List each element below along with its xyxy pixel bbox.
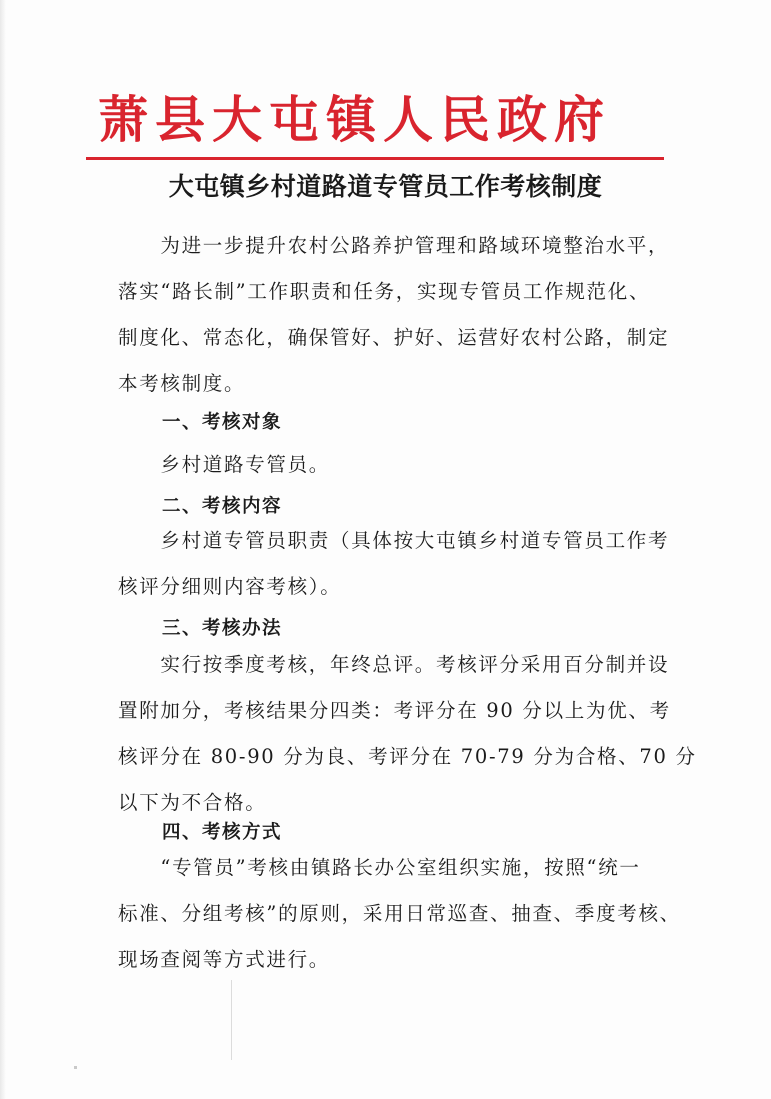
red-divider (86, 157, 664, 160)
scan-mark (231, 980, 232, 1060)
scan-speck (74, 1066, 77, 1069)
body-line: 核评分细则内容考核）。 (118, 575, 342, 598)
intro-line: 落实“路长制”工作职责和任务，实现专管员工作规范化、 (118, 280, 651, 303)
section-heading-4: 四、考核方式 (162, 822, 283, 843)
body-line: 核评分在 80-90 分为良、考评分在 70-79 分为合格、70 分 (118, 745, 697, 768)
letterhead: 萧县大屯镇人民政府 (98, 90, 611, 149)
intro-line: 为进一步提升农村公路养护管理和路域环境整治水平， (118, 234, 670, 257)
section-2-body (118, 518, 678, 610)
body-line: 置附加分，考核结果分四类：考评分在 90 分以上为优、考 (118, 699, 671, 722)
body-line: 以下为不合格。 (118, 791, 267, 814)
body-line: “专管员”考核由镇路长办公室组织实施，按照“统一 (118, 856, 641, 879)
document-title: 大屯镇乡村道路道专管员工作考核制度 (168, 172, 603, 201)
section-3-body (118, 642, 697, 826)
section-heading-2: 二、考核内容 (162, 496, 283, 517)
intro-line: 本考核制度。 (118, 372, 246, 395)
section-1-body (118, 442, 678, 488)
body-line: 现场查阅等方式进行。 (118, 948, 331, 971)
body-line: 实行按季度考核，年终总评。考核评分采用百分制并设 (118, 653, 670, 676)
body-line: 乡村道专管员职责（具体按大屯镇乡村道专管员工作考 (118, 529, 670, 552)
intro-paragraph (118, 223, 678, 407)
intro-line: 制度化、常态化，确保管好、护好、运营好农村公路，制定 (118, 326, 670, 349)
section-heading-1: 一、考核对象 (162, 412, 283, 433)
section-4-body (118, 845, 681, 983)
body-line: 标准、分组考核”的原则，采用日常巡查、抽查、季度考核、 (118, 902, 681, 925)
body-line: 乡村道路专管员。 (118, 453, 331, 476)
section-heading-3: 三、考核办法 (162, 618, 283, 639)
page-edge-shadow (0, 0, 6, 1099)
